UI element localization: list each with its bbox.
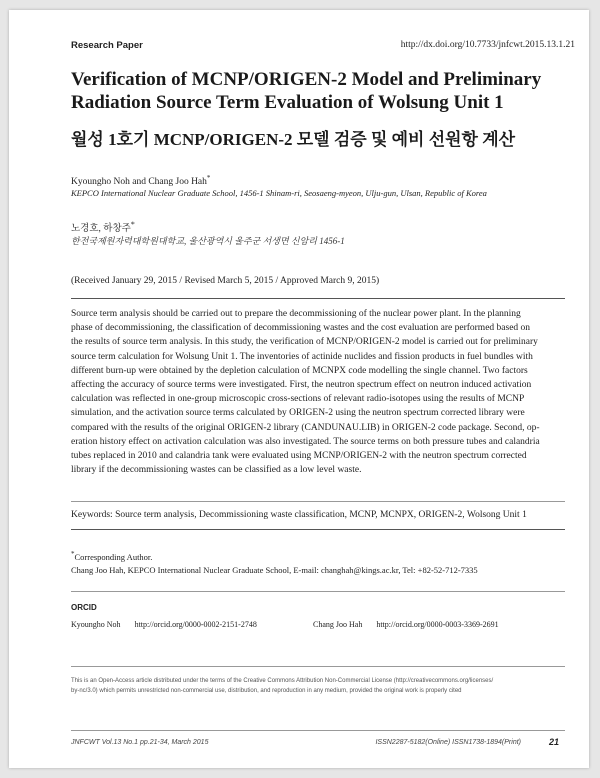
license-line: by-nc/3.0) which permits unrestricted non-commercial use, distribution, and reproduction in any medium, provided the original work is properly cited	[71, 688, 462, 694]
keywords: Keywords: Source term analysis, Decommissioning waste classification, MCNP, MCNPX, ORIGEN-2, Wolsong Unit 1	[71, 510, 527, 520]
abstract	[71, 307, 565, 477]
abstract-line: phase of decommissioning, the classification of decommissioning wastes and the cost evaluation are performed based on	[71, 323, 531, 334]
abstract-line: Source term analysis should be carried out to prepare the decommissioning of the nuclear power plant. In the planning	[71, 309, 521, 319]
issn-info: ISSN2287-5182(Online) ISSN1738-1894(Print)	[375, 739, 521, 746]
footnote-mark: *	[71, 550, 75, 558]
received-dates: (Received January 29, 2015 / Revised March 5, 2015 / Approved March 9, 2015)	[71, 276, 380, 286]
abstract-line: source term calculation for Wolsung Unit 1. The inventories of actinide nuclides and fission products in fuel bundles with	[71, 351, 533, 362]
abstract-top-rule	[71, 298, 565, 299]
author-affiliation: KEPCO International Nuclear Graduate School, 1456-1 Shinam-ri, Seosaeng-myeon, Ulju-gun, Ulsan, Republic of Korea	[71, 188, 487, 198]
corresponding-author-note	[71, 548, 478, 577]
paper-title	[71, 68, 571, 114]
author-affiliation-korean: 한전국제원자력대학원대학교, 울산광역시 울주군 서생면 신암리 1456-1	[71, 236, 345, 246]
license-top-rule	[71, 666, 565, 667]
author-names: Kyoungho Noh and Chang Joo Hah	[71, 177, 207, 188]
orcid-url[interactable]: http://orcid.org/0000-0003-3369-2691	[376, 620, 499, 629]
abstract-line: affecting the accuracy of source terms were investigated. First, the neutron spectrum effect on neutron induced activation	[71, 380, 532, 391]
abstract-line: simulation, and the activation source terms calculated by ORIGEN-2 using the neutron spectrum corrected library were	[71, 408, 525, 419]
author-list	[71, 174, 210, 187]
footer-rule	[71, 730, 565, 731]
abstract-line: calculation was reflected in one-group microscopic cross-sections of relevant radio-isotopes using the results of MCNP	[71, 394, 525, 405]
orcid-entry	[71, 620, 257, 629]
license-notice	[71, 676, 567, 696]
abstract-line: the results of source term analysis. In this study, the verification of MCNP/ORIGEN-2 model is carried out for preliminary	[71, 337, 538, 348]
abstract-line: eration history effect on activation calculation was also investigated. The source terms on both pressure tubes and calandria	[71, 436, 540, 447]
orcid-name: Chang Joo Hah	[313, 620, 363, 629]
abstract-line: different burn-up were obtained by the depletion calculation of MCNPX code modelling the single channel. Two factors	[71, 365, 528, 376]
orcid-heading: ORCID	[71, 603, 97, 612]
corresponding-label: Corresponding Author.	[74, 551, 153, 562]
license-line: This is an Open-Access article distributed under the terms of the Creative Commons Attribution Non-Commercial License (http://creativecommons.org/licenses/	[71, 678, 494, 684]
paper-page	[9, 10, 589, 768]
abstract-line: library if the decommissioning wastes can be classified as a low level waste.	[71, 465, 362, 476]
journal-citation: JNFCWT Vol.13 No.1 pp.21-34, March 2015	[71, 739, 209, 746]
corresponding-mark-korean: *	[130, 220, 135, 229]
author-list-korean	[71, 220, 135, 234]
keywords-bottom-rule	[71, 529, 565, 530]
orcid-url[interactable]: http://orcid.org/0000-0002-2151-2748	[134, 620, 257, 629]
title-line-2: Radiation Source Term Evaluation of Wolsung Unit 1	[71, 92, 504, 113]
abstract-bottom-rule	[71, 501, 565, 502]
corresponding-mark: *	[206, 174, 211, 182]
abstract-line: tubes replaced in 2010 and calandria tank were evaluated using MCNP/ORIGEN-2 with the neutron spectrum corrected	[71, 451, 527, 462]
section-label: Research Paper	[71, 40, 143, 51]
page-number: 21	[548, 737, 559, 747]
orcid-entry	[313, 620, 499, 629]
doi-link[interactable]: http://dx.doi.org/10.7733/jnfcwt.2015.13.1.21	[400, 40, 575, 50]
orcid-name: Kyoungho Noh	[71, 620, 121, 629]
paper-title-korean: 월성 1호기 MCNP/ORIGEN-2 모델 검증 및 예비 선원항 계산	[71, 130, 516, 149]
corresponding-detail: Chang Joo Hah, KEPCO International Nuclear Graduate School, E-mail: changhah@kings.ac.kr, Tel: +82-52-712-7335	[71, 564, 478, 575]
author-names-korean: 노경호, 하창주	[71, 224, 131, 235]
title-line-1: Verification of MCNP/ORIGEN-2 Model and Preliminary	[71, 69, 542, 90]
abstract-line: compared with the results of the original ORIGEN-2 library (CANDUNAU.LIB) in ORIGEN-2 code package. Second, op-	[71, 422, 540, 433]
orcid-top-rule	[71, 591, 565, 592]
